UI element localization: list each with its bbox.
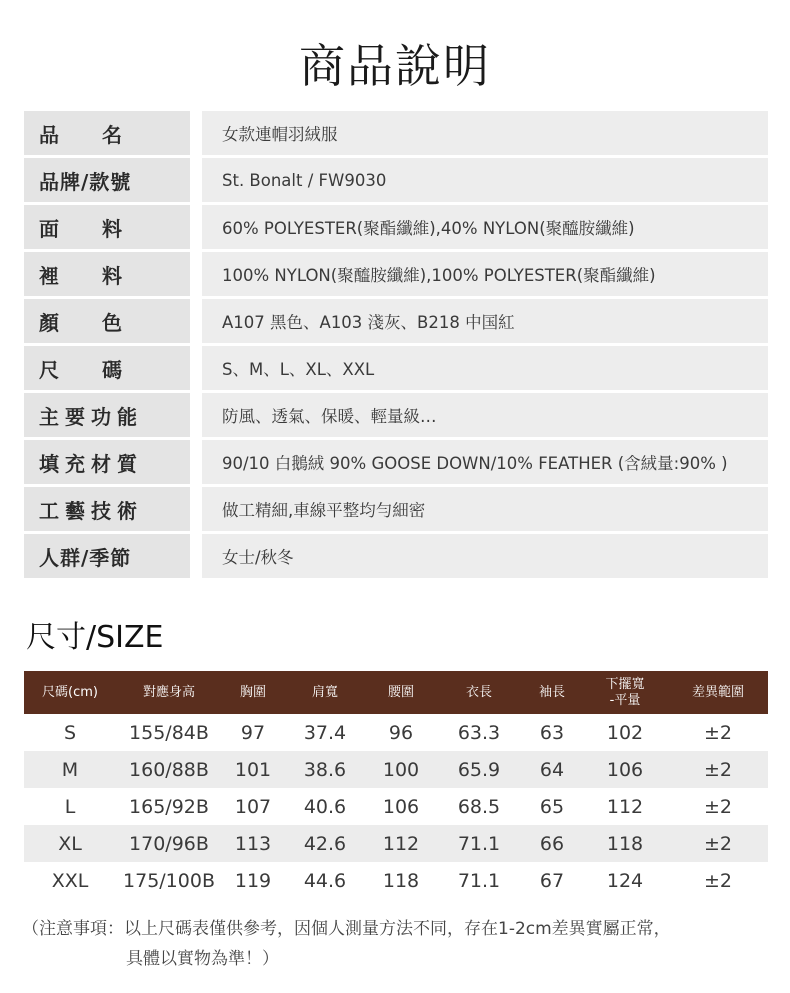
table-cell: 96 <box>366 714 436 751</box>
spec-label: 品牌/款號 <box>24 158 190 202</box>
table-cell: 65.9 <box>436 751 522 788</box>
column-header: 尺碼(cm) <box>24 671 116 714</box>
spec-value: 60% POLYESTER(聚酯纖維),40% NYLON(聚醯胺纖維) <box>202 205 768 249</box>
table-cell: 64 <box>522 751 582 788</box>
table-cell: 155/84B <box>116 714 222 751</box>
table-cell: 113 <box>222 825 284 862</box>
spec-value: A107 黑色、A103 淺灰、B218 中国紅 <box>202 299 768 343</box>
note-line-1: （注意事項：以上尺碼表僅供參考，因個人測量方法不同，存在1-2cm差異實屬正常， <box>22 919 671 939</box>
table-cell: 71.1 <box>436 825 522 862</box>
table-cell: ±2 <box>668 751 768 788</box>
table-row <box>24 788 768 825</box>
column-header: 袖長 <box>522 671 582 714</box>
table-cell: 42.6 <box>284 825 366 862</box>
spec-label: 品 名 <box>24 111 190 155</box>
spec-row-season <box>24 534 768 578</box>
table-cell: 112 <box>582 788 668 825</box>
table-cell: 112 <box>366 825 436 862</box>
column-header: 胸圍 <box>222 671 284 714</box>
spec-label: 面 料 <box>24 205 190 249</box>
table-cell: 170/96B <box>116 825 222 862</box>
spec-row-color <box>24 299 768 343</box>
table-cell: 97 <box>222 714 284 751</box>
table-cell: XXL <box>24 862 116 899</box>
table-cell: 37.4 <box>284 714 366 751</box>
spec-value: 防風、透氣、保暖、輕量級… <box>202 393 768 437</box>
table-cell: M <box>24 751 116 788</box>
column-header: 腰圍 <box>366 671 436 714</box>
spec-value: St. Bonalt / FW9030 <box>202 158 768 202</box>
table-cell: 40.6 <box>284 788 366 825</box>
table-row <box>24 862 768 899</box>
note-line-2: 具體以實物為準！） <box>126 949 279 969</box>
spec-label: 顏 色 <box>24 299 190 343</box>
table-cell: L <box>24 788 116 825</box>
table-cell: 101 <box>222 751 284 788</box>
table-cell: ±2 <box>668 714 768 751</box>
table-cell: 124 <box>582 862 668 899</box>
spec-label: 尺 碼 <box>24 346 190 390</box>
spec-row-function <box>24 393 768 437</box>
spec-row-name <box>24 111 768 155</box>
table-cell: 68.5 <box>436 788 522 825</box>
table-cell: 71.1 <box>436 862 522 899</box>
spec-value: S、M、L、XL、XXL <box>202 346 768 390</box>
table-cell: 106 <box>366 788 436 825</box>
table-cell: 67 <box>522 862 582 899</box>
table-cell: 63.3 <box>436 714 522 751</box>
table-row <box>24 714 768 751</box>
note-text <box>22 914 782 974</box>
size-heading: 尺寸/SIZE <box>26 620 164 655</box>
column-header: 差異範圍 <box>668 671 768 714</box>
column-header: 衣長 <box>436 671 522 714</box>
table-cell: 65 <box>522 788 582 825</box>
table-row <box>24 751 768 788</box>
table-cell: 38.6 <box>284 751 366 788</box>
table-cell: 118 <box>582 825 668 862</box>
table-cell: 107 <box>222 788 284 825</box>
page-title: 商品說明 <box>299 39 491 93</box>
spec-value: 做工精細,車線平整均勻細密 <box>202 487 768 531</box>
table-cell: ±2 <box>668 825 768 862</box>
spec-row-filling <box>24 440 768 484</box>
spec-value: 90/10 白鵝絨 90% GOOSE DOWN/10% FEATHER (含絨量:90% ) <box>202 440 768 484</box>
table-cell: XL <box>24 825 116 862</box>
spec-row-fabric <box>24 205 768 249</box>
table-cell: S <box>24 714 116 751</box>
spec-row-size <box>24 346 768 390</box>
table-cell: 165/92B <box>116 788 222 825</box>
spec-label: 工藝技術 <box>24 487 190 531</box>
size-table <box>24 671 768 899</box>
spec-row-brand <box>24 158 768 202</box>
table-cell: ±2 <box>668 862 768 899</box>
spec-label: 填充材質 <box>24 440 190 484</box>
column-header: 對應身高 <box>116 671 222 714</box>
table-cell: 102 <box>582 714 668 751</box>
spec-label: 裡 料 <box>24 252 190 296</box>
table-cell: 175/100B <box>116 862 222 899</box>
spec-label: 人群/季節 <box>24 534 190 578</box>
size-table-header <box>24 671 768 714</box>
column-header: 下擺寬 -平量 <box>582 671 668 714</box>
table-cell: 66 <box>522 825 582 862</box>
spec-value: 100% NYLON(聚醯胺纖維),100% POLYESTER(聚酯纖維) <box>202 252 768 296</box>
spec-row-craft <box>24 487 768 531</box>
column-header: 肩寬 <box>284 671 366 714</box>
table-cell: 118 <box>366 862 436 899</box>
table-cell: 106 <box>582 751 668 788</box>
table-cell: 100 <box>366 751 436 788</box>
table-cell: 119 <box>222 862 284 899</box>
spec-row-lining <box>24 252 768 296</box>
table-cell: 63 <box>522 714 582 751</box>
spec-value: 女士/秋冬 <box>202 534 768 578</box>
spec-value: 女款連帽羽絨服 <box>202 111 768 155</box>
table-cell: 44.6 <box>284 862 366 899</box>
spec-table <box>24 111 768 581</box>
table-cell: ±2 <box>668 788 768 825</box>
spec-label: 主要功能 <box>24 393 190 437</box>
table-cell: 160/88B <box>116 751 222 788</box>
table-row <box>24 825 768 862</box>
